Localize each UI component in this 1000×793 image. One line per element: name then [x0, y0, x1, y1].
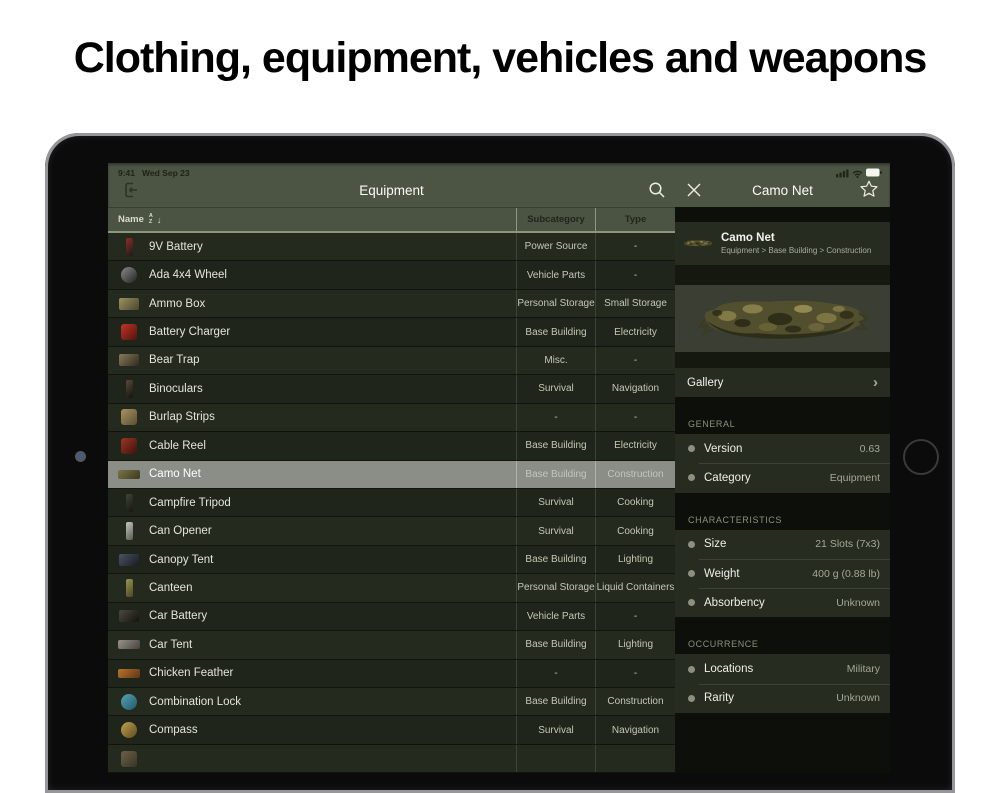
gallery-row[interactable]: [675, 368, 890, 397]
sort-az-icon: A Z: [148, 213, 153, 225]
bullet-icon: [688, 570, 695, 577]
item-type-cell: -: [595, 660, 675, 687]
item-subcategory-cell: [516, 745, 595, 772]
item-icon: [121, 751, 137, 767]
item-name-cell: [108, 745, 516, 772]
status-icons: [836, 167, 882, 178]
table-row[interactable]: [108, 716, 675, 744]
search-icon[interactable]: [648, 181, 668, 201]
item-name-cell: Chicken Feather: [108, 660, 516, 687]
status-time-date: [118, 168, 197, 178]
property-label: Size: [704, 538, 727, 551]
item-type-cell: -: [595, 603, 675, 630]
item-subcategory-cell: Base Building: [516, 688, 595, 715]
combination-lock-icon: [121, 694, 137, 710]
item-type-cell: -: [595, 404, 675, 431]
wheel-icon: [121, 267, 137, 283]
item-type-cell: Lighting: [595, 546, 675, 573]
detail-pane-title: Camo Net: [752, 183, 813, 198]
table-row[interactable]: [108, 261, 675, 289]
item-name-cell: Car Tent: [108, 631, 516, 658]
item-name-cell: Camo Net: [108, 461, 516, 488]
item-type-cell: [595, 745, 675, 772]
item-subcategory-cell: -: [516, 404, 595, 431]
column-header-type[interactable]: Type: [595, 208, 675, 231]
item-subcategory-cell: Survival: [516, 517, 595, 544]
bullet-icon: [688, 445, 695, 452]
bullet-icon: [688, 474, 695, 481]
item-subcategory-cell: Personal Storage: [516, 290, 595, 317]
table-row[interactable]: [108, 546, 675, 574]
item-image-strip: [675, 265, 890, 368]
item-name-cell: Can Opener: [108, 517, 516, 544]
campfire-tripod-icon: [126, 494, 133, 512]
canopy-tent-icon: [119, 554, 139, 566]
canteen-icon: [126, 579, 133, 597]
item-name-cell: Campfire Tripod: [108, 489, 516, 516]
item-subcategory-cell: Vehicle Parts: [516, 603, 595, 630]
table-row[interactable]: [108, 517, 675, 545]
battery-charger-icon: [121, 324, 137, 340]
camo-net-icon: [118, 470, 140, 479]
item-type-cell: -: [595, 233, 675, 260]
table-header: [108, 207, 675, 233]
item-summary-card: [675, 222, 890, 265]
item-subcategory-cell: Base Building: [516, 461, 595, 488]
binoculars-icon: [126, 380, 133, 398]
table-row[interactable]: [108, 461, 675, 489]
item-subcategory-cell: Personal Storage: [516, 574, 595, 601]
compass-icon: [121, 722, 137, 738]
section-title: GENERAL: [688, 419, 736, 429]
table-row[interactable]: [108, 660, 675, 688]
property-row: [675, 463, 890, 492]
property-label: Locations: [704, 663, 754, 676]
item-subcategory-cell: Misc.: [516, 347, 595, 374]
property-value: 400 g (0.88 lb): [812, 567, 880, 580]
item-type-cell: Lighting: [595, 631, 675, 658]
item-subcategory-cell: -: [516, 660, 595, 687]
item-subcategory-cell: Survival: [516, 716, 595, 743]
item-type-cell: Construction: [595, 688, 675, 715]
section-title: OCCURRENCE: [688, 639, 759, 650]
bullet-icon: [688, 695, 695, 702]
item-subcategory-cell: Survival: [516, 375, 595, 402]
item-subcategory-cell: Vehicle Parts: [516, 261, 595, 288]
gallery-label: Gallery: [687, 376, 724, 389]
item-name-cell: Compass: [108, 716, 516, 743]
item-title: Camo Net: [721, 232, 775, 244]
home-button[interactable]: [903, 439, 939, 475]
property-row: [675, 588, 890, 617]
item-subcategory-cell: Power Source: [516, 233, 595, 260]
property-value: 21 Slots (7x3): [815, 538, 880, 551]
front-camera: [75, 451, 86, 462]
item-name-cell: Bear Trap: [108, 347, 516, 374]
item-name-cell: Combination Lock: [108, 688, 516, 715]
item-subcategory-cell: Base Building: [516, 631, 595, 658]
can-opener-icon: [126, 522, 133, 540]
property-row: [675, 559, 890, 588]
navigation-bar: [108, 163, 890, 207]
property-row: [675, 684, 890, 713]
breadcrumb: Equipment > Base Building > Construction: [721, 246, 872, 255]
table-row[interactable]: [108, 347, 675, 375]
item-type-cell: Navigation: [595, 375, 675, 402]
column-header-subcategory[interactable]: Subcategory: [516, 208, 595, 231]
property-label: Category: [704, 471, 751, 484]
item-name-cell: Binoculars: [108, 375, 516, 402]
item-image: [675, 285, 890, 352]
car-tent-icon: [118, 640, 140, 649]
property-value: Equipment: [829, 471, 880, 484]
ammo-box-icon: [119, 298, 139, 310]
table-row[interactable]: [108, 688, 675, 716]
property-label: Weight: [704, 567, 740, 580]
property-value: Unknown: [836, 596, 880, 609]
item-name-cell: Canteen: [108, 574, 516, 601]
item-name-cell: Burlap Strips: [108, 404, 516, 431]
list-pane-title: Equipment: [359, 183, 424, 198]
property-row: [675, 654, 890, 683]
property-value: Unknown: [836, 692, 880, 705]
status-bar: [118, 166, 882, 179]
item-name-cell: 9V Battery: [108, 233, 516, 260]
chevron-right-icon: ›: [873, 374, 878, 391]
item-type-cell: Cooking: [595, 517, 675, 544]
burlap-strips-icon: [121, 409, 137, 425]
item-name-cell: Cable Reel: [108, 432, 516, 459]
camo-net-image: [697, 290, 869, 348]
property-value: Military: [846, 663, 880, 676]
cable-reel-icon: [121, 438, 137, 454]
table-row[interactable]: [108, 631, 675, 659]
property-label: Version: [704, 442, 743, 455]
table-row[interactable]: [108, 603, 675, 631]
table-row[interactable]: [108, 745, 675, 773]
item-type-cell: Small Storage: [595, 290, 675, 317]
item-type-cell: Electricity: [595, 318, 675, 345]
table-row[interactable]: [108, 404, 675, 432]
sort-direction-icon: ↓: [156, 214, 162, 225]
chicken-feather-icon: [118, 669, 140, 678]
page-title: Clothing, equipment, vehicles and weapons: [73, 34, 927, 82]
property-value: 0.63: [859, 442, 880, 455]
table-row[interactable]: [108, 375, 675, 403]
table-row[interactable]: [108, 489, 675, 517]
bullet-icon: [688, 599, 695, 606]
item-subcategory-cell: Base Building: [516, 318, 595, 345]
panel-section: [675, 412, 890, 493]
panel-section: [675, 508, 890, 618]
signal-wifi-battery-icon: [836, 167, 882, 178]
status-time: 9:41: [118, 167, 136, 178]
section-title: CHARACTERISTICS: [688, 514, 783, 525]
item-subcategory-cell: Survival: [516, 489, 595, 516]
table-row[interactable]: [108, 318, 675, 346]
panel-sections: [675, 412, 890, 713]
item-type-cell: Electricity: [595, 432, 675, 459]
item-name-cell: Car Battery: [108, 603, 516, 630]
bear-trap-icon: [119, 354, 139, 366]
item-type-cell: Construction: [595, 461, 675, 488]
status-date: Wed Sep 23: [142, 167, 190, 178]
battery-9v-icon: [126, 238, 133, 256]
property-row: [675, 530, 890, 559]
item-type-cell: Liquid Containers: [595, 574, 675, 601]
app-screen: [108, 163, 890, 773]
table-row[interactable]: [108, 432, 675, 460]
panel-section: [675, 632, 890, 713]
item-type-cell: -: [595, 261, 675, 288]
camo-net-thumbnail: [683, 237, 713, 250]
table-row[interactable]: [108, 290, 675, 318]
property-row: [675, 434, 890, 463]
table-row[interactable]: [108, 233, 675, 261]
item-name-cell: Battery Charger: [108, 318, 516, 345]
bullet-icon: [688, 541, 695, 548]
item-subcategory-cell: Base Building: [516, 546, 595, 573]
equipment-table-body: [108, 233, 675, 773]
ipad-frame: [45, 133, 955, 793]
item-name-cell: Ada 4x4 Wheel: [108, 261, 516, 288]
property-label: Rarity: [704, 692, 735, 705]
favorite-star-icon[interactable]: [859, 179, 879, 199]
item-type-cell: Navigation: [595, 716, 675, 743]
item-name-cell: Canopy Tent: [108, 546, 516, 573]
car-battery-icon: [119, 610, 139, 622]
table-row[interactable]: [108, 574, 675, 602]
property-label: Absorbency: [704, 596, 765, 609]
bullet-icon: [688, 666, 695, 673]
detail-panel: [675, 207, 890, 773]
item-subcategory-cell: Base Building: [516, 432, 595, 459]
item-type-cell: Cooking: [595, 489, 675, 516]
item-name-cell: Ammo Box: [108, 290, 516, 317]
item-type-cell: -: [595, 347, 675, 374]
column-header-name[interactable]: Name A Z ↓: [118, 213, 162, 225]
